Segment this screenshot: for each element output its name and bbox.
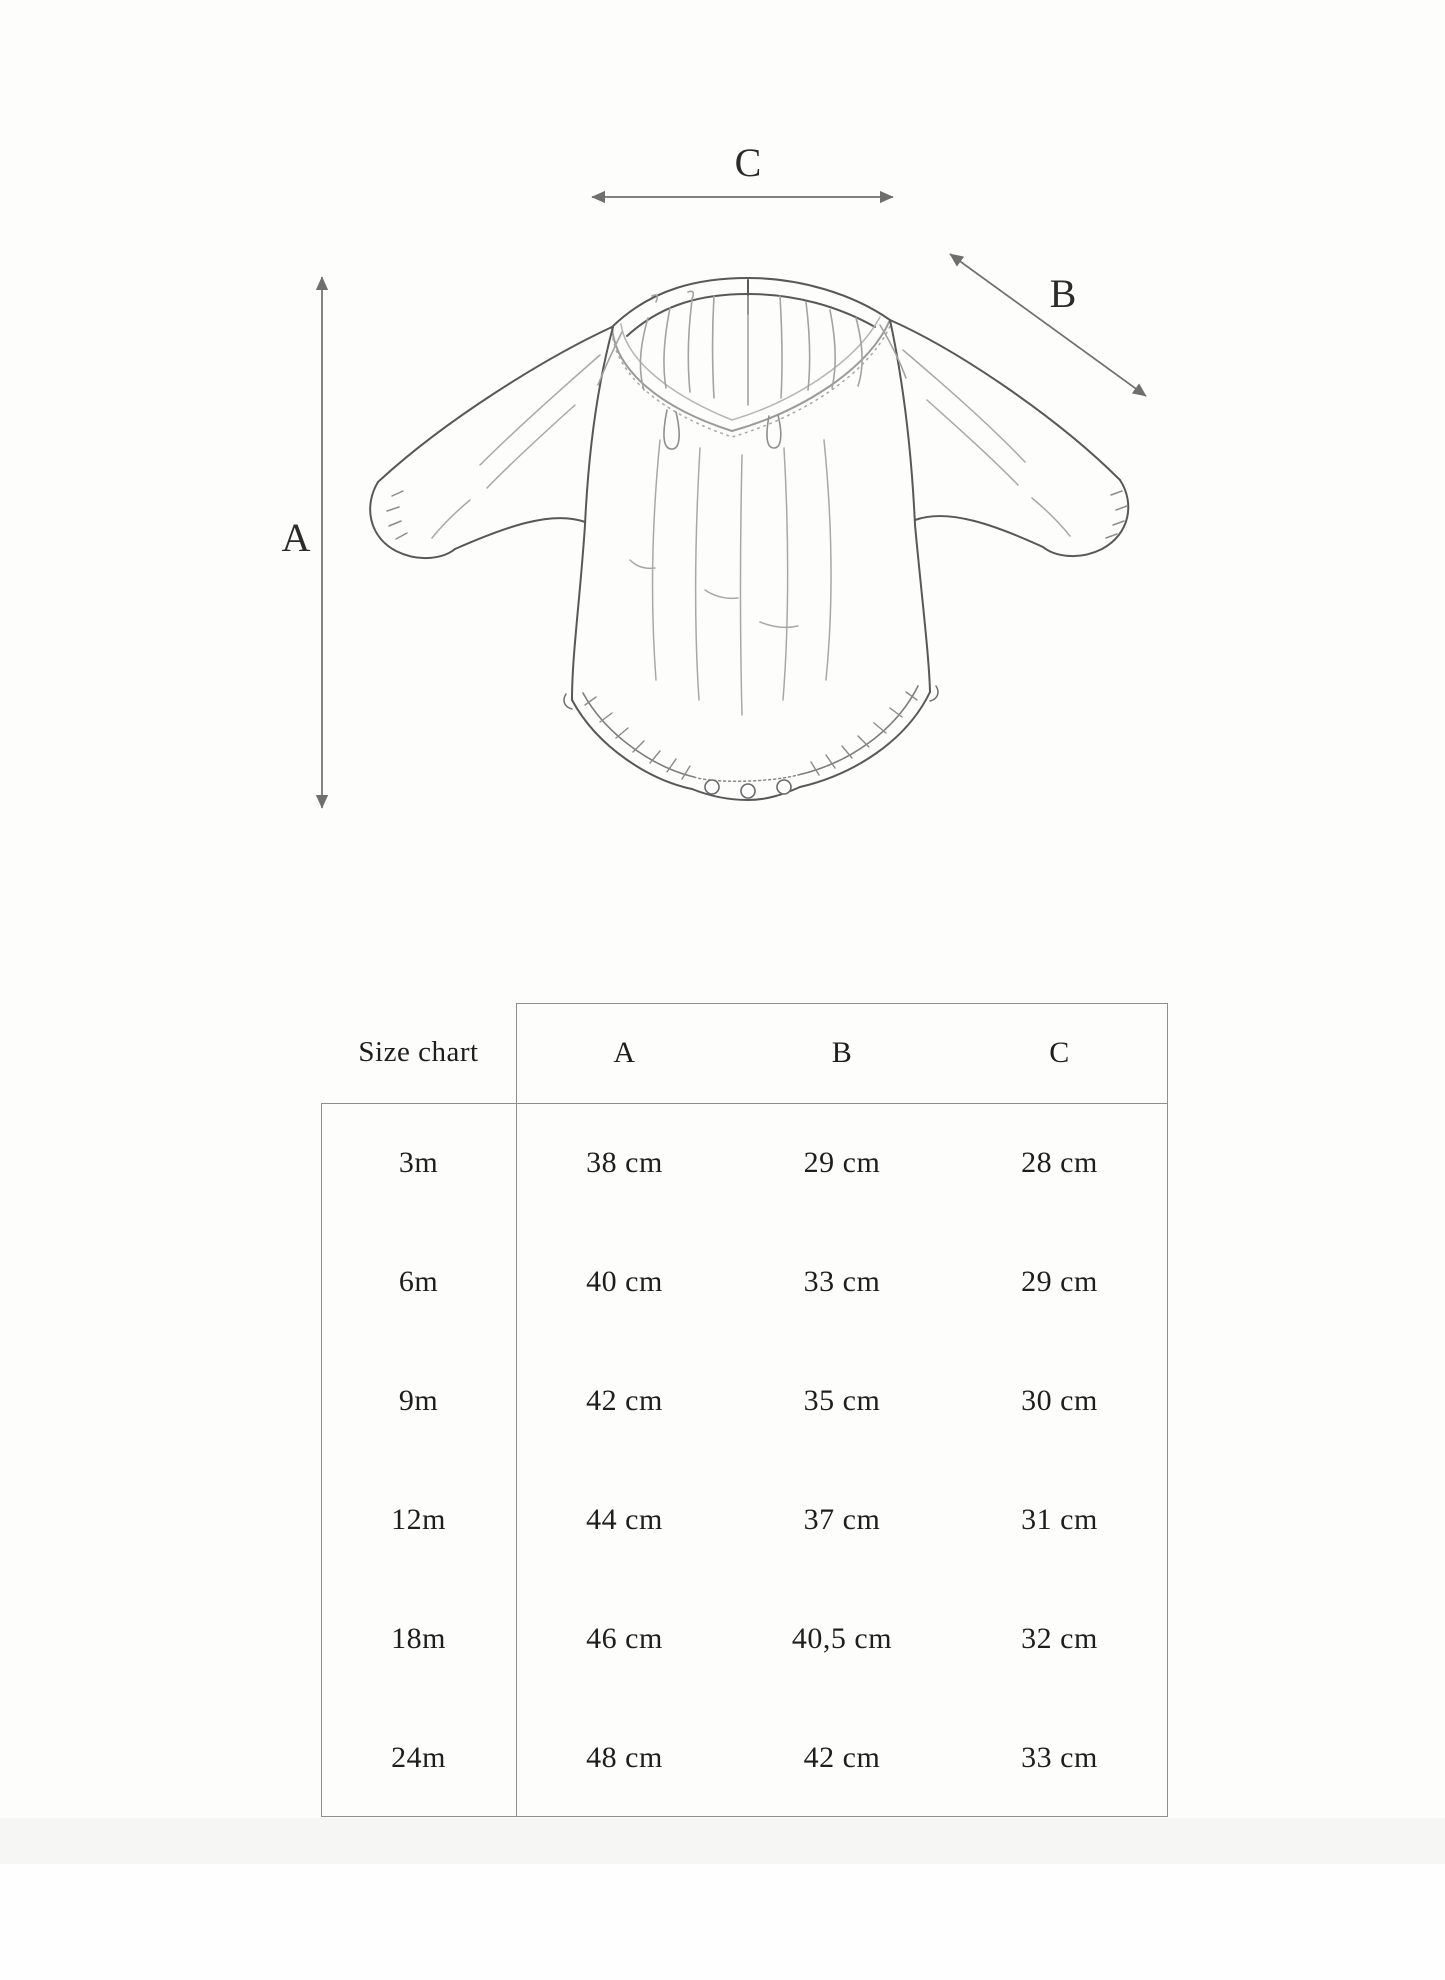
right-cuff-gathers [1106,491,1127,538]
body-outline [572,320,930,700]
value-b: 29 cm [803,1145,881,1179]
value-a: 48 cm [586,1740,663,1774]
value-a: 40 cm [586,1264,663,1298]
collar-band [612,278,890,336]
value-c: 28 cm [1021,1145,1098,1179]
value-b: 40,5 cm [791,1621,893,1655]
row-size-label: 6m [398,1264,439,1298]
sleeve-wrinkles [432,350,1070,538]
value-a: 38 cm [586,1145,663,1179]
row-size-label: 3m [398,1145,439,1179]
value-b: 37 cm [803,1502,881,1536]
value-b: 33 cm [803,1264,881,1298]
romper-line-art [370,278,1128,800]
value-c: 33 cm [1021,1740,1098,1774]
left-sleeve [370,327,612,558]
row-size-label: 12m [391,1502,446,1536]
value-c: 32 cm [1021,1621,1098,1655]
background-bottom-area [0,1864,1445,1980]
column-header-a: A [613,1036,636,1069]
leg-bands [564,686,938,789]
value-c: 31 cm [1021,1502,1098,1536]
snap-placket [692,775,800,800]
row-size-label: 9m [398,1383,439,1417]
measure-b-arrow [950,254,1146,396]
measurement-arrows [322,197,1146,808]
value-b: 35 cm [803,1383,881,1417]
row-size-label: 18m [391,1621,446,1655]
measure-b-label: B [1049,271,1077,316]
right-sleeve [890,320,1128,556]
background-seam-band [0,1818,1445,1864]
size-chart-corner-label: Size chart [358,1036,479,1069]
row-size-label: 24m [391,1740,446,1774]
ruffle-bib-edge [612,317,891,437]
column-header-c: C [1049,1036,1070,1069]
value-a: 44 cm [586,1502,663,1536]
value-a: 46 cm [586,1621,663,1655]
size-chart-table [321,1003,1168,1817]
measure-c-label: C [734,140,762,185]
value-b: 42 cm [803,1740,881,1774]
snap-button [777,780,791,794]
value-c: 29 cm [1021,1264,1098,1298]
value-c: 30 cm [1021,1383,1098,1417]
body-wrinkles [630,440,831,715]
snap-button [705,780,719,794]
snap-button [741,784,755,798]
column-header-b: B [831,1036,853,1069]
value-a: 42 cm [586,1383,663,1417]
left-cuff-gathers [387,491,407,539]
gather-lines [598,291,906,405]
measure-a-label: A [281,515,311,560]
